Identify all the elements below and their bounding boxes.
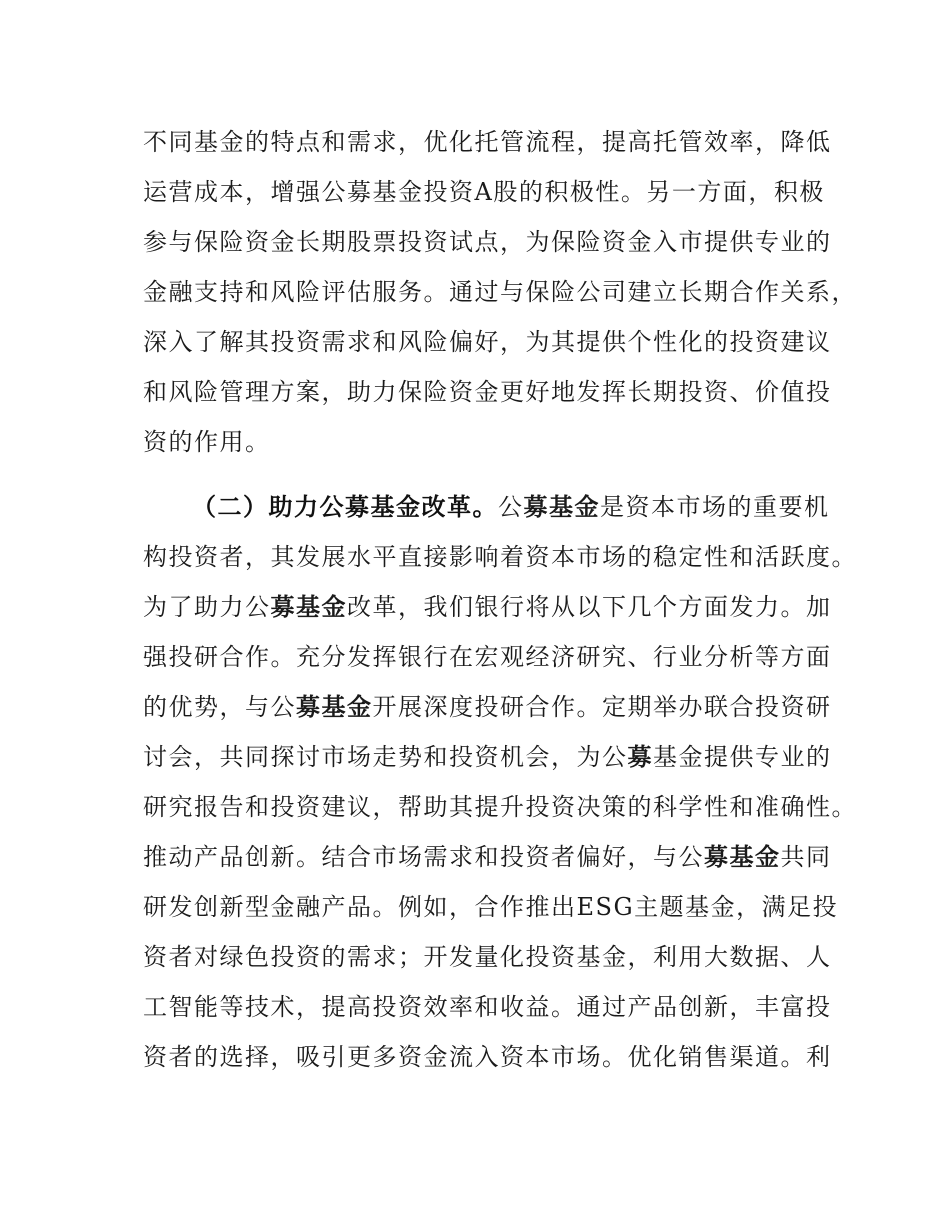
paragraph-1-line-2: 运营成本，增强公募基金投资A股的积极性。另一方面，积极 [143,178,825,206]
paragraph-2-line-1 [192,492,830,522]
bold-term: 募基金 [704,843,781,871]
paragraph-2-line-11: 工智能等技术，提高投资效率和收益。通过产品创新，丰富投 [143,993,832,1021]
paragraph-2-line-4: 强投研合作。充分发挥银行在宏观经济研究、行业分析等方面 [143,643,832,671]
paragraph-2-line-12: 资者的选择，吸引更多资金流入资本市场。优化销售渠道。利 [143,1043,832,1071]
paragraph-2-line-5 [143,692,832,722]
paragraph-1-line-3: 参与保险资金长期股票投资试点，为保险资金入市提供专业的 [143,228,832,256]
text-segment: 讨会，共同探讨市场走势和投资机会，为公 [143,743,628,771]
text-segment: 共同 [780,843,832,871]
paragraph-1-line-6: 和风险管理方案，助力保险资金更好地发挥长期投资、价值投 [143,378,832,406]
bold-term: 募基金 [270,593,347,621]
paragraph-1-line-1: 不同基金的特点和需求，优化托管流程，提高托管效率，降低 [143,128,832,156]
bold-term: 募基金 [523,493,600,521]
paragraph-2-line-7: 研究报告和投资建议，帮助其提升投资决策的科学性和准确性。 [143,793,857,821]
paragraph-2-line-6 [143,742,832,772]
text-segment: 为了助力公 [143,593,271,621]
text-segment: 是资本市场的重要机 [600,493,830,521]
text-segment: 基金提供专业的 [653,743,832,771]
text-segment: 的优势，与公 [143,693,296,721]
text-segment: 推动产品创新。结合市场需求和投资者偏好，与公 [143,843,704,871]
paragraph-1-line-4: 金融支持和风险评估服务。通过与保险公司建立长期合作关系， [143,278,857,306]
paragraph-2-line-3 [143,592,832,622]
paragraph-1-line-7: 资的作用。 [143,428,271,456]
paragraph-2-line-9: 研发创新型金融产品。例如，合作推出ESG主题基金，满足投 [143,893,839,921]
paragraph-2-line-8 [143,842,832,872]
bold-term: 募 [627,743,653,771]
text-segment: 公 [498,493,524,521]
paragraph-2-line-2: 构投资者，其发展水平直接影响着资本市场的稳定性和活跃度。 [143,543,857,571]
paragraph-2-line-10: 资者对绿色投资的需求；开发量化投资基金，利用大数据、人 [143,943,832,971]
paragraph-1-line-5: 深入了解其投资需求和风险偏好，为其提供个性化的投资建议 [143,328,832,356]
text-segment: 改革，我们银行将从以下几个方面发力。加 [347,593,832,621]
text-segment: 开展深度投研合作。定期举办联合投资研 [372,693,832,721]
section-heading: （二）助力公募基金改革。 [192,493,498,521]
bold-term: 募基金 [296,693,373,721]
